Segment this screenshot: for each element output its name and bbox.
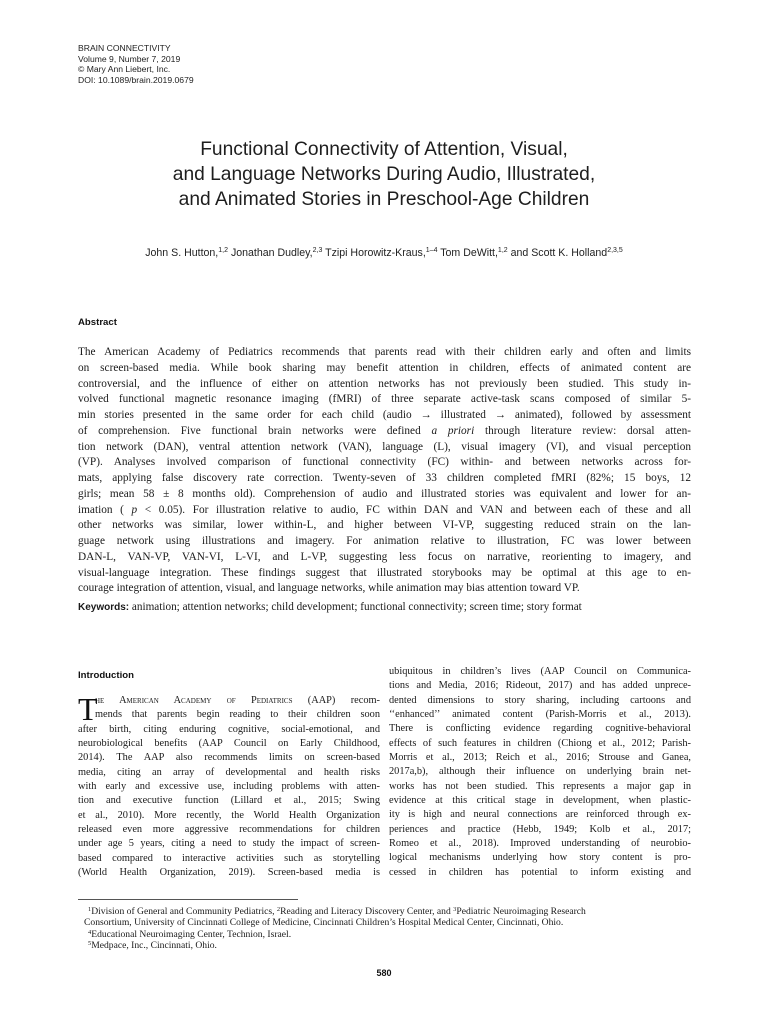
footnote-line: $^1$Division of General and Community Pediatrics, $^2$Reading and Literacy Discovery Center, and $^3$Pediatric Neuroimaging Research (88, 906, 586, 917)
journal-publisher: © Mary Ann Liebert, Inc. (78, 64, 171, 75)
body-line: periences and practice (Hebb, 1949; Kolb et al., 2017; (389, 823, 691, 835)
keywords (78, 601, 698, 613)
author-name: Tom DeWitt, (440, 247, 498, 259)
article-title (60, 137, 708, 212)
abstract-line: other networks was similar, lower within-L, and higher between VI-VP, suggesting reduced strain on the lan- (78, 519, 691, 532)
body-line: tion and executive function (Lillard et al., 2015; Swing (78, 795, 380, 807)
abstract-line: of comprehension. Five functional brain networks were defined a priori through literature review: dorsal atten- (78, 424, 691, 437)
abstract-heading: Abstract (78, 317, 117, 328)
keywords-text: animation; attention networks; child development; functional connectivity; screen time; story format (129, 601, 582, 613)
abstract-line: girls; mean 58 ± 8 months old). Comprehension of audio and illustrated stories was equivalent and lower for an- (78, 487, 691, 500)
body-line: under age 5 years, citing a need to study the impact of screen- (78, 838, 380, 850)
body-line: neurobiological benefits (AAP Council on Early Childhood, (78, 738, 380, 750)
body-line: 2014). The AAP also recommends limits on screen-based (78, 752, 380, 764)
author-name: Jonathan Dudley, (230, 247, 313, 259)
footnotes (78, 906, 691, 952)
column-left (78, 691, 380, 880)
body-line: tions and Media, 2016; Rideout, 2017) and has added unprece- (389, 680, 691, 692)
abstract-line: mats, applying false discovery rate correction. Twenty-seven of 33 children completed fMRI (82%; 15 boys, 12 (78, 472, 691, 484)
body-line: 2017a,b), although their influence on underlying brain net- (389, 766, 691, 778)
abstract-line: volved functional magnetic resonance imaging (fMRI) of three separate active-task scans composed of similar 5- (78, 393, 691, 406)
abstract-line: tion network (DAN), ventral attention network (VAN), language (L), visual imagery (VI), and visual perception (78, 440, 691, 453)
body-line: dented dimensions to story sharing, including cartoons and (389, 694, 691, 706)
body-line: with early and excessive use, including problems with atten- (78, 781, 380, 793)
abstract-body (78, 345, 691, 597)
author-name: John S. Hutton, (145, 247, 219, 259)
body-line: logical mechanisms underlying how story content is pro- (389, 852, 691, 864)
smallcaps-lead: he American Academy of Pediatrics (95, 695, 293, 706)
body-line: et al., 2010). More recently, the World Health Organization (78, 809, 380, 821)
abstract-line: controversial, and the influence of either on attention networks has not previously been studied. This study in- (78, 377, 691, 390)
abstract-line: visual-language integration. These findings suggest that illustrated storybooks may be optimal at this age to en- (78, 566, 691, 579)
author-affiliation: 2,3 (312, 247, 323, 254)
title-line: and Animated Stories in Preschool-Age Children (178, 189, 590, 210)
footnote-line: $^4$Educational Neuroimaging Center, Technion, Israel. (88, 928, 292, 940)
abstract-line: on screen-based media. While book sharing may benefit attention in children, effects of animated content are (78, 361, 691, 374)
drop-cap: T (78, 691, 98, 727)
body-line: ‘‘enhanced’’ animated content (Parish-Morris et al., 2013). (389, 709, 691, 721)
author-name: Tzipi Horowitz-Kraus, (325, 247, 426, 259)
body-line: evidence at this critical stage in development, when plastic- (389, 795, 691, 807)
author-affiliation: 1,2 (497, 247, 508, 254)
abstract-line: min stories presented in the same order for each child (audio → illustrated → animated), followed by assessment (78, 409, 691, 421)
journal-info (78, 43, 194, 85)
body-line: Morris et al., 2013; Reich et al., 2016; Strouse and Ganea, (389, 752, 691, 764)
body-line: works has not been studied. This represents a major gap in (389, 780, 691, 792)
abstract-line: (VP). Analyses involved comparison of functional connectivity (FC) within- and between networks across for- (78, 456, 691, 469)
journal-doi: DOI: 10.1089/brain.2019.0679 (78, 74, 194, 85)
title-line: Functional Connectivity of Attention, Visual, (200, 139, 568, 160)
abstract-line: imation ( p < 0.05). For illustration relative to audio, FC within DAN and VAN and between each of these and all (78, 503, 691, 516)
body-line: ity is high and neural connections are reinforced through ex- (389, 809, 691, 821)
body-line: released even more aggressive recommendations for children (78, 824, 380, 836)
body-line: media, citing an array of developmental and health risks (78, 766, 380, 778)
page-number: 580 (376, 968, 392, 978)
column-right (389, 665, 691, 880)
body-line: ubiquitous in children’s lives (AAP Council on Communica- (389, 666, 691, 677)
abstract-line: The American Academy of Pediatrics recommends that parents read with their children early and often and limits (78, 346, 691, 358)
body-line: cessed in children has potential to inform existing and (389, 866, 691, 878)
body-line: based compared to interactive activities such as storytelling (78, 852, 380, 864)
body-line: (World Health Organization, 2019). Screen-based media is (78, 867, 380, 879)
title-line: and Language Networks During Audio, Illustrated, (172, 164, 596, 185)
abstract-line: DAN-L, VAN-VP, VAN-VI, L-VI, and L-VP, suggesting less focus on narrative, reorienting to imagery, and (78, 550, 691, 563)
intro-first-line-rest: (AAP) recom- (292, 695, 380, 706)
author-name: and Scott K. Holland (510, 247, 608, 259)
author-affiliation: 1–4 (425, 247, 438, 254)
journal-name: BRAIN CONNECTIVITY (78, 43, 171, 53)
keywords-label: Keywords: (78, 602, 130, 613)
abstract-line: guage network using illustrations and imagery. For animation relative to illustration, FC was lower between (78, 535, 691, 547)
introduction-heading: Introduction (78, 670, 134, 681)
body-line: after birth, citing enduring cognitive, social-emotional, and (78, 723, 380, 735)
body-line: Romeo et al., 2018). Improved understanding of neurobio- (389, 838, 691, 850)
author-affiliation: 2,3,5 (607, 247, 623, 254)
abstract-line: courage integration of attention, visual, and language networks, while animation may bias attention toward VP. (78, 582, 580, 595)
author-affiliation: 1,2 (218, 247, 228, 254)
footnote-line: $^5$Medpace, Inc., Cincinnati, Ohio. (88, 940, 217, 952)
author-list (40, 247, 728, 259)
body-line: mends that parents begin reading to their children soon (95, 709, 380, 721)
body-line: effects of such features in children (Chiong et al., 2012; Parish- (389, 737, 691, 749)
footnote-rule (78, 899, 298, 900)
body-line: There is conflicting evidence regarding cognitive-behavioral (389, 723, 691, 735)
journal-volume: Volume 9, Number 7, 2019 (78, 53, 181, 64)
footnote-line: Consortium, University of Cincinnati College of Medicine, Cincinnati Children’s Hospital Medical Center, Cincinnati, Ohio. (84, 917, 564, 929)
